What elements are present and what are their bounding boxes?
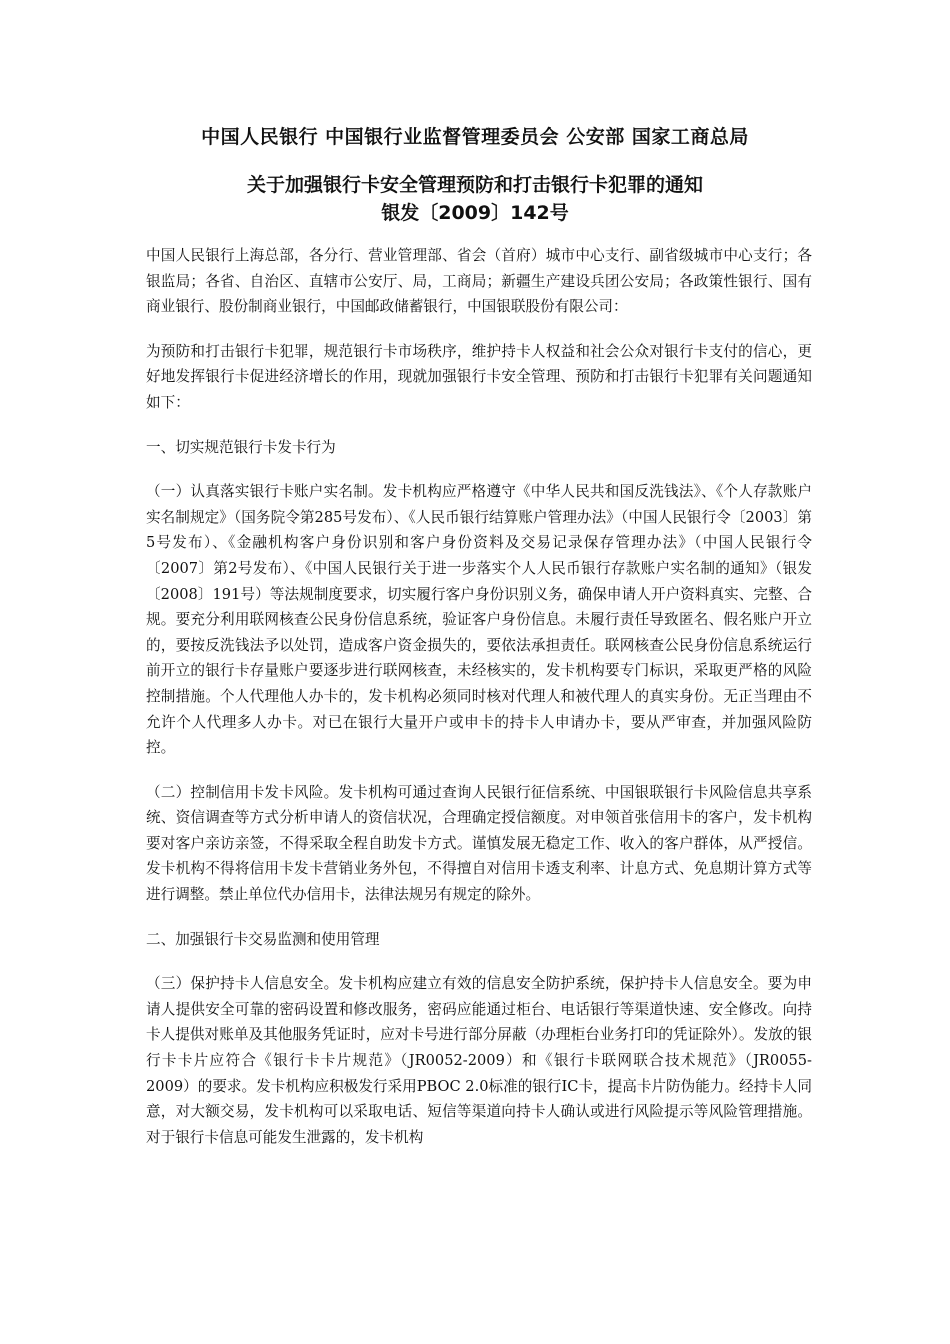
- document-number: 银发〔2009〕142号: [381, 202, 569, 224]
- intro-paragraph: 为预防和打击银行卡犯罪，规范银行卡市场秩序，维护持卡人权益和社会公众对银行卡支付的信心，更好地发挥银行卡促进经济增长的作用，现就加强银行卡安全管理、预防和打击银行卡犯罪有关问题通知如下：: [146, 342, 812, 411]
- item-paragraph-2: （二）控制信用卡发卡风险。发卡机构可通过查询人民银行征信系统、中国银联银行卡风险信息共享系统、资信调查等方式分析申请人的资信状况，合理确定授信额度。对申领首张信用卡的客户，发卡机构要对客户亲访亲签，不得采取全程自助发卡方式。谨慎发展无稳定工作、收入的客户群体，从严授信。发卡机构不得将信用卡发卡营销业务外包，不得擅自对信用卡透支利率、计息方式、免息期计算方式等进行调整。禁止单位代办信用卡，法律法规另有规定的除外。: [146, 783, 812, 904]
- document-title: 关于加强银行卡安全管理预防和打击银行卡犯罪的通知: [246, 174, 703, 196]
- section-heading-1: 一、切实规范银行卡发卡行为: [146, 438, 336, 456]
- issuing-authorities: 中国人民银行 中国银行业监督管理委员会 公安部 国家工商总局: [201, 126, 749, 148]
- item-paragraph-3: （三）保护持卡人信息安全。发卡机构应建立有效的信息安全防护系统，保护持卡人信息安全。要为申请人提供安全可靠的密码设置和修改服务，密码应能通过柜台、电话银行等渠道快速、安全修改。向持卡人提供对账单及其他服务凭证时，应对卡号进行部分屏蔽（办理柜台业务打印的凭证除外）。发放的银行卡卡片应符合《银行卡卡片规范》（JR0052-2009）和《银行卡联网联合技术规范》（JR0055-2009）的要求。发卡机构应积极发行采用PBOC 2.0标准的银行IC卡，提高卡片防伪能力。经持卡人同意，对大额交易，发卡机构可以采取电话、短信等渠道向持卡人确认或进行风险提示等风险管理措施。对于银行卡信息可能发生泄露的，发卡机构: [146, 975, 812, 1146]
- section-heading-2: 二、加强银行卡交易监测和使用管理: [146, 930, 380, 948]
- item-paragraph-1: （一）认真落实银行卡账户实名制。发卡机构应严格遵守《中华人民共和国反洗钱法》、《个人存款账户实名制规定》（国务院令第285号发布）、《人民币银行结算账户管理办法》（中国人民银行令〔2003〕第5号发布）、《金融机构客户身份识别和客户身份资料及交易记录保存管理办法》（中国人民银行令〔2007〕第2号发布）、《中国人民银行关于进一步落实个人人民币银行存款账户实名制的通知》（银发〔2008〕191号）等法规制度要求，切实履行客户身份识别义务，确保申请人开户资料真实、完整、合规。要充分利用联网核查公民身份信息系统，验证客户身份信息。未履行责任导致匿名、假名账户开立的，要按反洗钱法予以处罚，造成客户资金损失的，要依法承担责任。联网核查公民身份信息系统运行前开立的银行卡存量账户要逐步进行联网核查，未经核实的，发卡机构要专门标识，采取更严格的风险控制措施。个人代理他人办卡的，发卡机构必须同时核对代理人和被代理人的真实身份。无正当理由不允许个人代理多人办卡。对已在银行大量开户或申卡的持卡人申请办卡，要从严审查，并加强风险防控。: [146, 483, 812, 757]
- document-body: [146, 243, 812, 1150]
- addressees-paragraph: 中国人民银行上海总部，各分行、营业管理部、省会（首府）城市中心支行、副省级城市中心支行；各银监局；各省、自治区、直辖市公安厅、局，工商局；新疆生产建设兵团公安局；各政策性银行、国有商业银行、股份制商业银行，中国邮政储蓄银行，中国银联股份有限公司：: [146, 247, 812, 316]
